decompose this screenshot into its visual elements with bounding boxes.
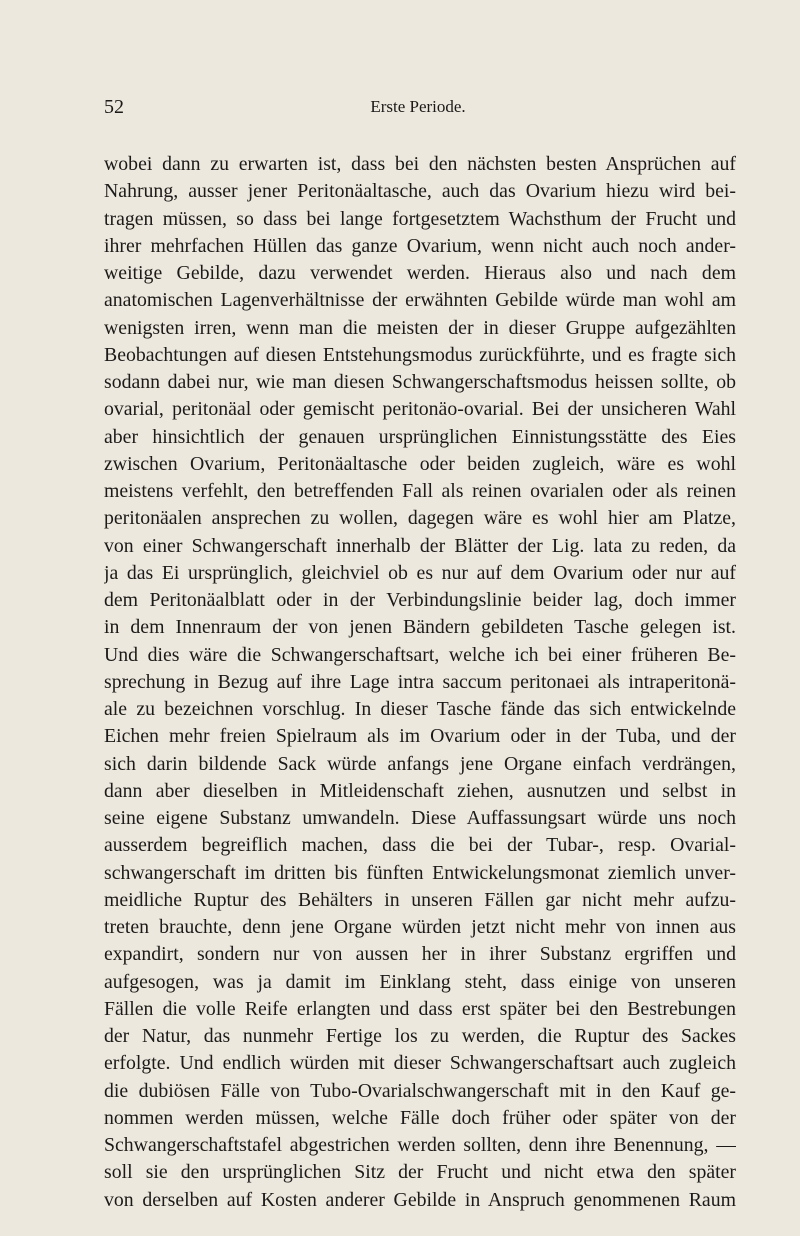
text-line: Schwangerschaftstafel abgestrichen werden sollten, denn ihre Benennung, — [104,1134,736,1156]
text-line: aufgesogen, was ja damit im Einklang steht, dass einige von unseren [104,970,736,993]
text-line: treten brauchte, denn jene Organe würden jetzt nicht mehr von innen aus [104,916,736,938]
text-line: erfolgte. Und endlich würden mit dieser Schwangerschaftsart auch zugleich [104,1052,736,1075]
text-line: wobei dann zu erwarten ist, dass bei den nächsten besten Ansprüchen auf [104,153,736,175]
text-line: zwischen Ovarium, Peritonäaltasche oder beiden zugleich, wäre es wohl [104,452,736,475]
text-line: sodann dabei nur, wie man diesen Schwangerschaftsmodus heissen sollte, ob [104,371,736,393]
text-line: Fällen die volle Reife erlangten und dass erst später bei den Bestrebungen [104,997,736,1020]
text-line: sprechung in Bezug auf ihre Lage intra saccum peritonaei als intraperitonä- [104,670,736,693]
text-line: ausserdem begreiflich machen, dass die bei der Tubar-, resp. Ovarial- [104,834,736,857]
text-line: nommen werden müssen, welche Fälle doch früher oder später von der [104,1106,736,1129]
running-head [104,96,732,122]
text-line: Beobachtungen auf diesen Entstehungsmodus zurückführte, und es fragte sich [104,343,736,366]
page-number: 52 [104,96,124,118]
text-line: dem Peritonäalblatt oder in der Verbindungslinie beider lag, doch immer [104,589,736,611]
text-line: von einer Schwangerschaft innerhalb der Blätter der Lig. lata zu reden, da [104,534,736,557]
text-line: von derselben auf Kosten anderer Gebilde in Anspruch genommenen Raum [104,1188,736,1211]
text-line: meistens verfehlt, den betreffenden Fall als reinen ovarialen oder als reinen [104,480,736,502]
text-line: ja das Ei ursprünglich, gleichviel ob es nur auf dem Ovarium oder nur auf [104,561,736,584]
text-line: dann aber dieselben in Mitleidenschaft ziehen, ausnutzen und selbst in [104,779,736,802]
text-line: in dem Innenraum der von jenen Bändern gebildeten Tasche gelegen ist. [104,616,736,639]
text-line: expandirt, sondern nur von aussen her in ihrer Substanz ergriffen und [104,943,736,966]
text-line: aber hinsichtlich der genauen ursprünglichen Einnistungsstätte des Eies [104,425,736,448]
text-line: Nahrung, ausser jener Peritonäaltasche, auch das Ovarium hiezu wird bei- [104,180,736,203]
text-line: ovarial, peritonäal oder gemischt peritonäo-ovarial. Bei der unsicheren Wahl [104,398,736,421]
text-line: tragen müssen, so dass bei lange fortgesetztem Wachsthum der Frucht und [104,207,736,230]
text-line: die dubiösen Fälle von Tubo-Ovarialschwangerschaft mit in den Kauf ge- [104,1079,736,1102]
text-line: peritonäalen ansprechen zu wollen, dagegen wäre es wohl hier am Platze, [104,507,736,530]
text-line: der Natur, das nunmehr Fertige los zu werden, die Ruptur des Sackes [104,1025,736,1047]
text-line: soll sie den ursprünglichen Sitz der Frucht und nicht etwa den später [104,1161,736,1184]
text-line: ale zu bezeichnen vorschlug. In dieser Tasche fände das sich entwickelnde [104,698,736,720]
text-line: weitige Gebilde, dazu verwendet werden. Hieraus also und nach dem [104,262,736,284]
section-title: Erste Periode. [370,97,466,116]
body-text [104,151,736,1214]
text-line: sich darin bildende Sack würde anfangs jene Organe einfach verdrängen, [104,752,736,775]
text-line: seine eigene Substanz umwandeln. Diese Auffassungsart würde uns noch [104,807,736,829]
text-line: anatomischen Lagenverhältnisse der erwähnten Gebilde würde man wohl am [104,289,736,312]
text-line: ihrer mehrfachen Hüllen das ganze Ovarium, wenn nicht auch noch ander- [104,234,736,257]
text-line: schwangerschaft im dritten bis fünften Entwickelungsmonat ziemlich unver- [104,861,736,884]
text-line: Eichen mehr freien Spielraum als im Ovarium oder in der Tuba, und der [104,725,736,748]
text-line: meidliche Ruptur des Behälters in unseren Fällen gar nicht mehr aufzu- [104,888,736,911]
text-line: wenigsten irren, wenn man die meisten der in dieser Gruppe aufgezählten [104,316,736,339]
text-line: Und dies wäre die Schwangerschaftsart, welche ich bei einer früheren Be- [104,643,736,666]
